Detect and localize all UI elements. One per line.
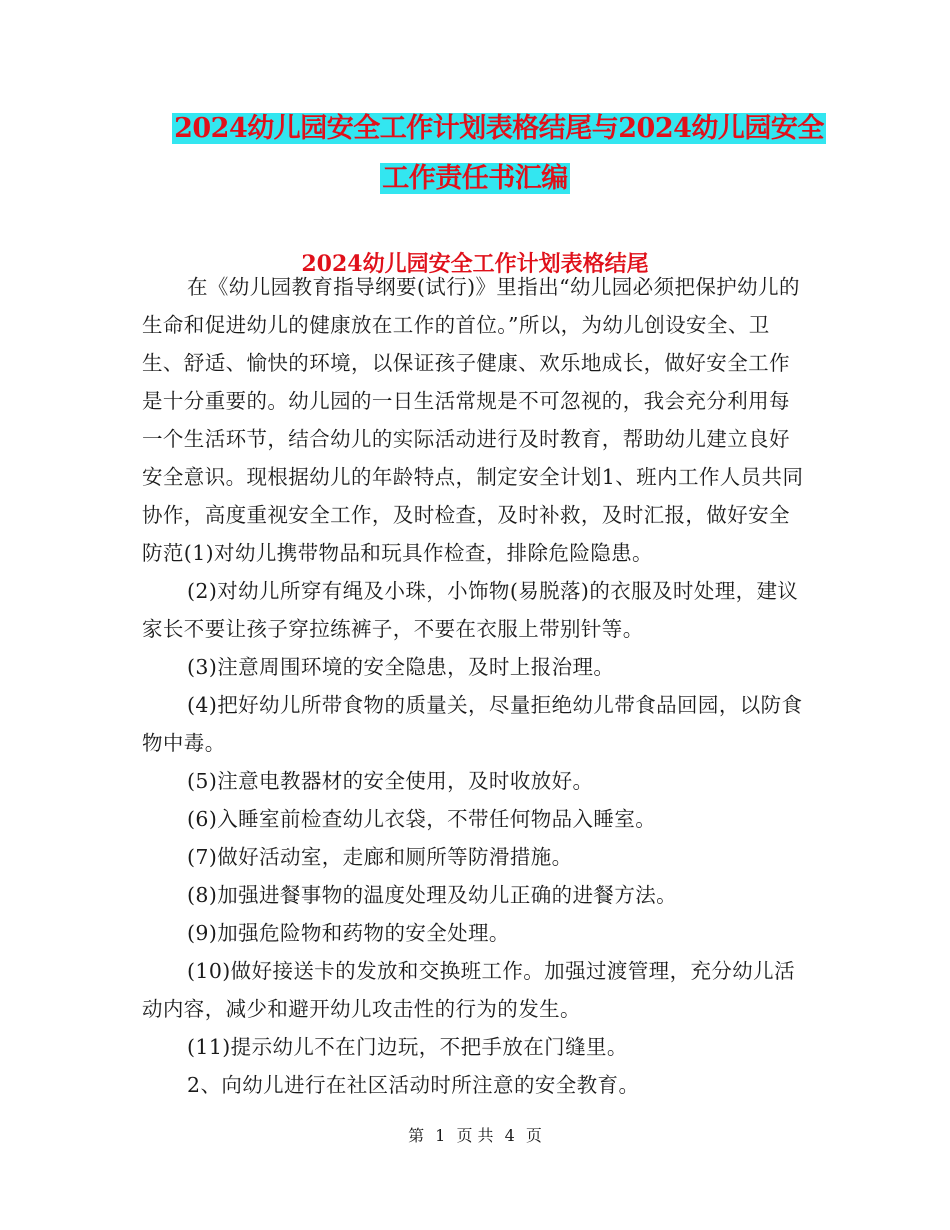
paragraph-item-7: (7)做好活动室，走廊和厕所等防滑措施。: [187, 845, 573, 869]
paragraph-item-9: (9)加强危险物和药物的安全处理。: [187, 921, 510, 945]
document-title: [0, 104, 950, 204]
paragraph-item-3: (3)注意周围环境的安全隐患，及时上报治理。: [187, 655, 615, 679]
paragraph-item-4: (4)把好幼儿所带食物的质量关，尽量拒绝幼儿带食品回园，以防食物中毒。: [142, 693, 803, 755]
footer-prefix: 第: [408, 1126, 425, 1145]
paragraph-section-2: 2、向幼儿进行在社区活动时所注意的安全教育。: [187, 1073, 640, 1097]
document-title-line2: 工作责任书汇编: [382, 163, 568, 194]
paragraph-item-6: (6)入睡室前检查幼儿衣袋，不带任何物品入睡室。: [187, 807, 657, 831]
section-title: 2024幼儿园安全工作计划表格结尾: [301, 251, 649, 277]
document-title-line1: 2024幼儿园安全工作计划表格结尾与2024幼儿园安全: [174, 113, 824, 144]
paragraph-item-10: (10)做好接送卡的发放和交换班工作。加强过渡管理，充分幼儿活动内容，减少和避开幼儿攻击性的行为的发生。: [142, 959, 795, 1021]
body-text: [142, 268, 810, 1104]
footer-page-number: 1: [435, 1126, 446, 1145]
footer-total-pages: 4: [504, 1126, 515, 1145]
footer-suffix: 页: [525, 1126, 542, 1145]
footer-middle: 页 共: [456, 1126, 494, 1145]
paragraph-item-5: (5)注意电教器材的安全使用，及时收放好。: [187, 769, 594, 793]
paragraph-intro: 在《幼儿园教育指导纲要(试行)》里指出“幼儿园必须把保护幼儿的生命和促进幼儿的健康放在工作的首位。”所以，为幼儿创设安全、卫生、舒适、愉快的环境，以保证孩子健康、欢乐地成长，做好安全工作是十分重要的。幼儿园的一日生活常规是不可忽视的，我会充分利用每一个生活环节，结合幼儿的实际活动进行及时教育，帮助幼儿建立良好安全意识。现根据幼儿的年龄特点，制定安全计划1、班内工作人员共同协作，高度重视安全工作，及时检查，及时补救，及时汇报，做好安全防范(1)对幼儿携带物品和玩具作检查，排除危险隐患。: [142, 275, 804, 565]
paragraph-item-11: (11)提示幼儿不在门边玩，不把手放在门缝里。: [187, 1035, 628, 1059]
paragraph-item-8: (8)加强进餐事物的温度处理及幼儿正确的进餐方法。: [187, 883, 678, 907]
paragraph-item-2: (2)对幼儿所穿有绳及小珠，小饰物(易脱落)的衣服及时处理，建议家长不要让孩子穿拉练裤子，不要在衣服上带别针等。: [142, 579, 799, 641]
page-footer: [0, 1124, 950, 1148]
